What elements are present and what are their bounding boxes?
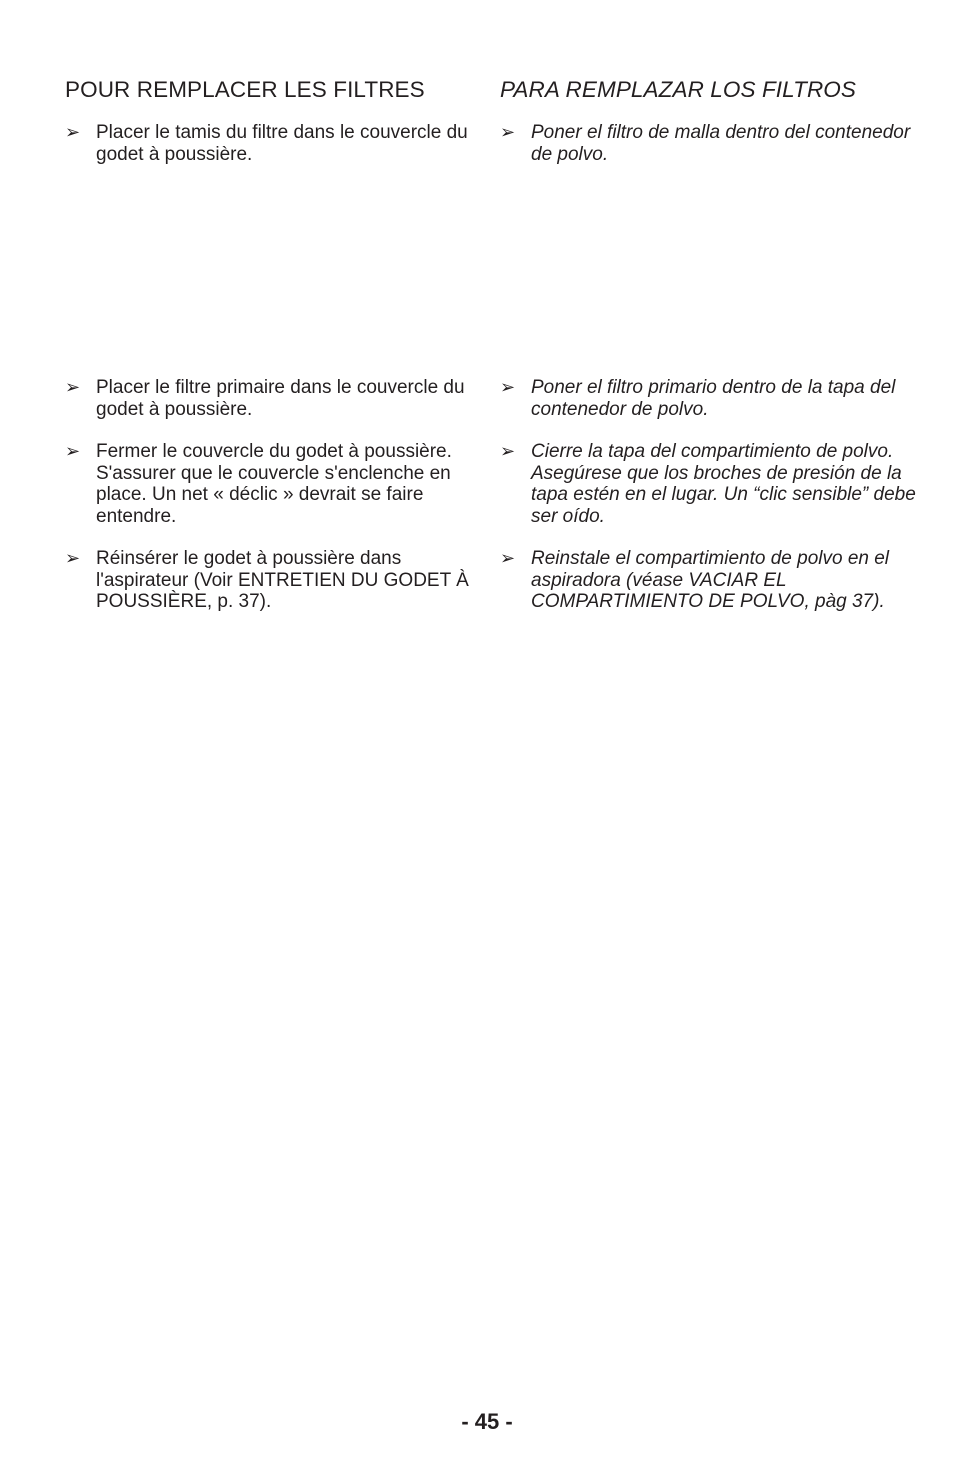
spanish-step-4	[500, 548, 920, 613]
french-step-2-text: Placer le filtre primaire dans le couvercle du godet à poussière.	[96, 377, 465, 420]
arrow-bullet-icon: ➢	[65, 548, 81, 568]
spanish-step-4-text: Reinstale el compartimiento de polvo en el aspiradora (véase VACIAR EL COMPARTIMIENTO DE POLVO, pàg 37).	[531, 548, 890, 612]
french-step-2	[65, 377, 470, 420]
french-column	[65, 76, 470, 612]
spanish-step-2	[500, 377, 920, 420]
arrow-bullet-icon: ➢	[500, 377, 516, 397]
spanish-column	[500, 76, 920, 612]
french-heading: POUR REMPLACER LES FILTRES	[65, 77, 425, 102]
french-step-4-text: Réinsérer le godet à poussière dans l'aspirateur (Voir ENTRETIEN DU GODET À POUSSIÈRE, p. 37).	[96, 548, 469, 612]
arrow-bullet-icon: ➢	[500, 548, 516, 568]
french-step-3	[65, 441, 470, 527]
french-steps-bottom	[65, 377, 470, 634]
spanish-step-1-text: Poner el filtro de malla dentro del contenedor de polvo.	[531, 122, 911, 165]
arrow-bullet-icon: ➢	[500, 122, 516, 142]
arrow-bullet-icon: ➢	[65, 122, 81, 142]
arrow-bullet-icon: ➢	[65, 377, 81, 397]
spanish-heading: PARA REMPLAZAR LOS FILTROS	[500, 77, 857, 102]
french-step-1	[65, 122, 470, 165]
french-step-4	[65, 548, 470, 613]
spanish-step-1	[500, 122, 920, 165]
spanish-step-3	[500, 441, 920, 527]
french-step-1-text: Placer le tamis du filtre dans le couvercle du godet à poussière.	[96, 122, 468, 165]
spanish-step-2-text: Poner el filtro primario dentro de la tapa del contenedor de polvo.	[531, 377, 896, 420]
arrow-bullet-icon: ➢	[65, 441, 81, 461]
page-number: - 45 -	[461, 1409, 513, 1434]
spanish-step-3-text: Cierre la tapa del compartimiento de polvo. Asegúrese que los broches de presión de la tapa estén en el lugar. Un “clic sensible” debe ser oído.	[531, 441, 916, 527]
french-steps-top	[65, 122, 470, 186]
french-step-3-text: Fermer le couvercle du godet à poussière. S'assurer que le couvercle s'enclenche en place. Un net « déclic » devrait se faire entendre.	[96, 441, 452, 527]
arrow-bullet-icon: ➢	[500, 441, 516, 461]
spanish-steps-top	[500, 122, 920, 186]
spanish-steps-bottom	[500, 377, 920, 634]
